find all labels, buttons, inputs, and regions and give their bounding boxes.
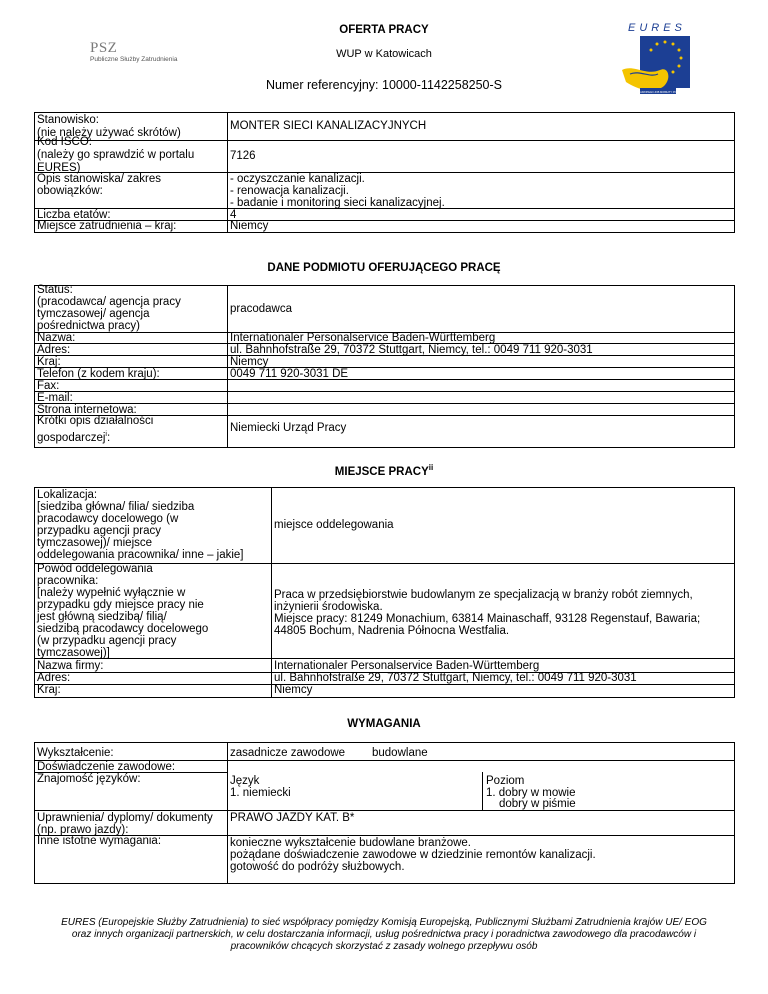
value-opis-1: - oczyszczanie kanalizacji.	[230, 173, 365, 185]
reference-number: Numer referencyjny: 10000-1142258250-S	[265, 78, 503, 92]
office-name: WUP w Katowicach	[336, 48, 432, 60]
value-stanowisko: MONTER SIECI KANALIZACYJNYCH	[230, 120, 427, 132]
value-adres-pracy: ul. Bahnhofstraße 29, 70372 Stuttgart, Niemcy, tel.: 0049 711 920-3031	[274, 672, 637, 684]
value-powod-2: inżynierii środowiska.	[274, 601, 383, 613]
label-status: Status:	[37, 284, 73, 296]
workplace-heading: MIEJSCE PRACY$^{ii}$	[334, 463, 434, 478]
page-title: OFERTA PRACY	[339, 24, 429, 36]
value-status: pracodawca	[230, 303, 293, 315]
label-uprawnienia: Uprawnienia/ dyplomy/ dokumenty	[37, 812, 213, 824]
label-lokalizacja-5: tymczasowej)/ miejsce	[37, 537, 153, 549]
label-lokalizacja-2: [siedziba główna/ filia/ siedziba	[37, 501, 195, 513]
label-uprawnienia-2: (np. prawo jazdy):	[37, 824, 129, 836]
label-opis-dzialalnosci: Krótki opis działalności	[37, 415, 154, 427]
label-lokalizacja-3: pracodawcy docelowego (w	[37, 513, 179, 525]
poziom-header: Poziom	[486, 775, 525, 787]
label-adres-pracy: Adres:	[37, 672, 71, 684]
svg-text:EURES: EURES	[628, 22, 686, 34]
label-status-4: pośrednictwa pracy)	[37, 320, 140, 332]
value-wyksztalcenie: zasadnicze zawodowe	[230, 747, 346, 759]
value-etaty: 4	[230, 209, 237, 221]
footer-note: EURES (Europejskie Służby Zatrudnienia) to sieć współpracy pomiędzy Komisją Europejską, Publicznymi Służbami Zatrudnienia krajów UE/ EOG oraz innych organizacji partnerskich, w celu dostarczania informacji, usług pośrednictwa pracy i poradnictwa zawodowego dla pracodawców i pracowników chcących skorzystać z zasady wolnego przepływu osób	[61, 917, 707, 952]
label-powod: Powód oddelegowania	[37, 563, 153, 575]
employer-heading: DANE PODMIOTU OFERUJĄCEGO PRACĘ	[267, 262, 501, 274]
label-inne: Inne istotne wymagania:	[37, 835, 162, 847]
value-lokalizacja: miejsce oddelegowania	[274, 519, 394, 531]
value-inne-3: gotowość do podróży służbowych.	[230, 861, 405, 873]
poziom-value-1: 1. dobry w mowie	[486, 787, 576, 799]
label-powod-3: [należy wypełnić wyłącznie w	[37, 587, 186, 599]
poziom-value-2: dobry w piśmie	[499, 798, 576, 810]
label-isco-note2: EURES)	[37, 162, 81, 174]
label-jezyki: Znajomość języków:	[37, 773, 141, 785]
label-stanowisko: Stanowisko:	[37, 114, 100, 126]
svg-text:THE EUROPEAN JOB MOBILITY PORT: THE EUROPEAN JOB MOBILITY PORTAL	[633, 91, 683, 94]
value-telefon: 0049 711 920-3031 DE	[230, 368, 349, 380]
jezyk-header: Język	[230, 775, 260, 787]
value-opis-3: - badanie i monitoring sieci kanalizacyjnej.	[230, 197, 445, 209]
label-nazwa: Nazwa:	[37, 332, 76, 344]
label-opis-2: obowiązków:	[37, 185, 103, 197]
label-lokalizacja-6: oddelegowania pracownika/ inne – jakie]	[37, 549, 244, 561]
label-kraj-pracy: Kraj:	[37, 684, 61, 696]
label-telefon: Telefon (z kodem kraju):	[37, 368, 160, 380]
value-uprawnienia: PRAWO JAZDY KAT. B*	[230, 812, 355, 824]
label-status-2: (pracodawca/ agencja pracy	[37, 296, 181, 308]
value-firma: Internationaler Personalservice Baden-Württemberg	[274, 660, 540, 672]
label-miejsce-kraj: Miejsce zatrudnienia – kraj:	[37, 220, 177, 232]
label-www: Strona internetowa:	[37, 404, 137, 416]
label-kraj: Kraj:	[37, 356, 61, 368]
value-wyksztalcenie-kierunek: budowlane	[372, 747, 428, 759]
value-isco: 7126	[230, 150, 256, 162]
label-fax: Fax:	[37, 380, 60, 392]
value-powod-1: Praca w przedsiębiorstwie budowlanym ze specjalizacją w branży robót ziemnych,	[274, 589, 693, 601]
label-lokalizacja: Lokalizacja:	[37, 489, 98, 501]
label-wyksztalcenie: Wykształcenie:	[37, 747, 114, 759]
jezyk-value: 1. niemiecki	[230, 787, 291, 799]
requirements-heading: WYMAGANIA	[347, 718, 421, 730]
label-powod-5: jest główną siedzibą/ filią/	[37, 611, 167, 623]
label-lokalizacja-4: przypadku agencji pracy	[37, 525, 162, 537]
value-opis-2: - renowacja kanalizacji.	[230, 185, 349, 197]
value-powod-3: Miejsce pracy: 81249 Monachium, 63814 Mainaschaff, 93128 Regenstauf, Bawaria;	[274, 613, 701, 625]
value-nazwa: Internationaler Personalservice Baden-Württemberg	[230, 332, 496, 344]
label-powod-2: pracownika:	[37, 575, 99, 587]
value-inne-1: konieczne wykształcenie budowlane branżowe.	[230, 837, 472, 849]
label-opis: Opis stanowiska/ zakres	[37, 173, 161, 185]
value-inne-2: pożądane doświadczenie zawodowe w dziedzinie remontów kanalizacji.	[230, 849, 596, 861]
psz-logo: PSZ Publiczne Służby Zatrudnienia	[90, 40, 178, 63]
label-isco-note: (należy go sprawdzić w portalu	[37, 149, 195, 161]
value-opis-dzialalnosci: Niemiecki Urząd Pracy	[230, 422, 347, 434]
label-doswiadczenie: Doświadczenie zawodowe:	[37, 761, 176, 773]
value-adres: ul. Bahnhofstraße 29, 70372 Stuttgart, Niemcy, tel.: 0049 711 920-3031	[230, 344, 593, 356]
label-adres: Adres:	[37, 344, 71, 356]
label-opis-dzialalnosci-2: gospodarczej$^i$:	[37, 431, 111, 444]
eures-logo	[616, 20, 702, 102]
label-email: E-mail:	[37, 392, 73, 404]
label-etaty: Liczba etatów:	[37, 209, 111, 221]
label-firma: Nazwa firmy:	[37, 660, 104, 672]
label-status-3: tymczasowej/ agencja	[37, 308, 150, 320]
value-kraj-pracy: Niemcy	[274, 684, 313, 696]
label-powod-7: (w przypadku agencji pracy	[37, 635, 177, 647]
value-miejsce-kraj: Niemcy	[230, 220, 269, 232]
value-kraj: Niemcy	[230, 356, 269, 368]
label-powod-6: siedzibą pracodawcy docelowego	[37, 623, 209, 635]
label-stanowisko-note: (nie należy używać skrótów)	[37, 127, 181, 139]
value-powod-4: 44805 Bochum, Nadrenia Północna Westfalia.	[274, 625, 510, 637]
label-powod-8: tymczasowej)]	[37, 647, 110, 659]
label-powod-4: przypadku gdy miejsce pracy nie	[37, 599, 204, 611]
label-isco: Kod ISCO:	[37, 136, 92, 148]
